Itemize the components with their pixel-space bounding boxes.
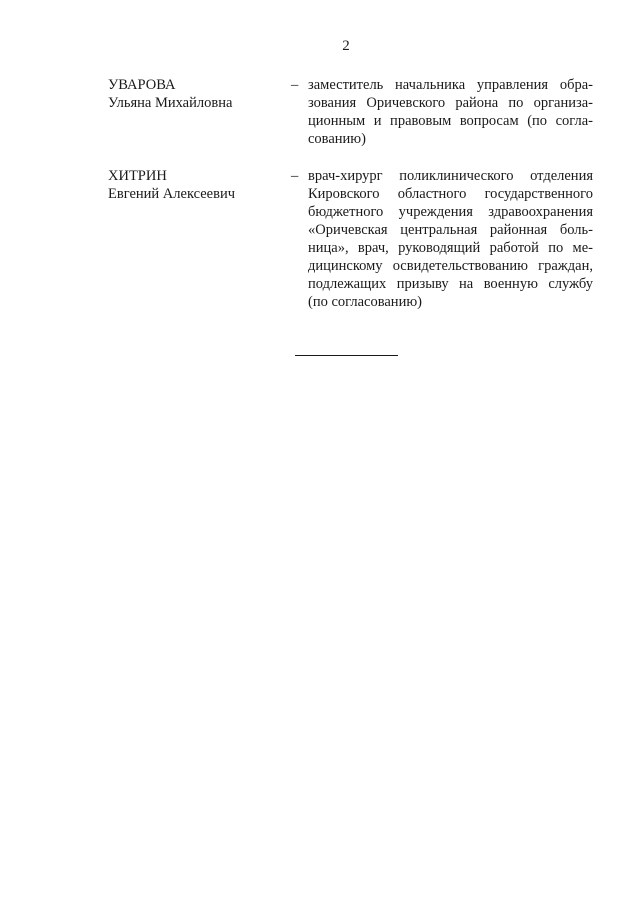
- role-line: Кировского областного государственного: [308, 186, 593, 202]
- person-name: [108, 76, 278, 112]
- role-line: «Оричевская центральная районная боль-: [308, 222, 593, 238]
- role-line: врач-хирург поликлинического отделения: [308, 168, 593, 184]
- role-line: ница», врач, руководящий работой по ме-: [308, 240, 593, 256]
- end-of-list-rule: [295, 355, 398, 356]
- page-number: 2: [342, 38, 350, 54]
- role-line: подлежащих призыву на военную службу: [308, 276, 593, 292]
- role-line: сованию): [308, 131, 366, 147]
- person-name: [108, 167, 278, 203]
- person-surname: ХИТРИН: [108, 168, 167, 184]
- person-surname: УВАРОВА: [108, 77, 176, 93]
- role-line: (по согласованию): [308, 294, 422, 310]
- person-role: [308, 167, 593, 311]
- role-line: зования Оричевского района по организа-: [308, 95, 593, 111]
- role-dash: –: [291, 168, 299, 184]
- role-line: дицинскому освидетельствованию граждан,: [308, 258, 593, 274]
- role-line: ционным и правовым вопросам (по согла-: [308, 113, 593, 129]
- role-line: бюджетного учреждения здравоохранения: [308, 204, 593, 220]
- person-given-names: Евгений Алексеевич: [108, 186, 236, 202]
- person-given-names: Ульяна Михайловна: [108, 95, 233, 111]
- person-role: [308, 76, 593, 148]
- role-line: заместитель начальника управления обра-: [308, 77, 593, 93]
- role-dash: –: [291, 77, 299, 93]
